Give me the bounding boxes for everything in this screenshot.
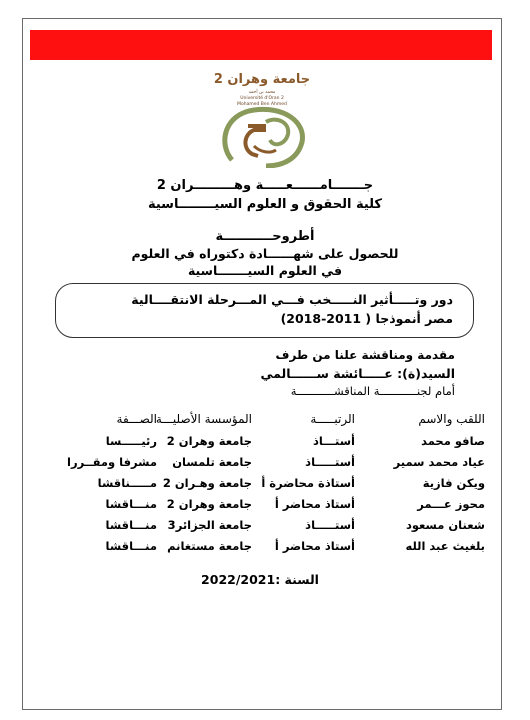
- logo-title: جامعة وهران 2: [213, 72, 311, 87]
- thesis-topic-line-1: دور وتـــــأثير النـــــخب فـــي المـــرحلة الانتقــــالية: [131, 292, 453, 307]
- member-institution: جامعة مستغانم: [167, 539, 252, 553]
- thesis-topic-box: [55, 283, 474, 338]
- header-name: اللقب والاسم: [418, 412, 485, 426]
- thesis-purpose: للحصول على شهــــــادة دكتوراه في العلوم: [131, 246, 399, 261]
- member-institution: جامعة وهـران 2: [162, 476, 252, 490]
- member-institution: جامعة الجزائر3: [167, 518, 252, 532]
- red-banner: [30, 30, 492, 60]
- thesis-field: في العلوم السيـــــــاسية: [187, 263, 343, 278]
- header-institution: المؤسسة الأصليـــة: [155, 412, 252, 426]
- jury-row: [0, 434, 530, 452]
- jury-row: [0, 497, 530, 515]
- member-name: صافو محمد: [421, 434, 485, 448]
- member-rank: أستاذة محاضرة أ: [261, 476, 355, 490]
- member-role: منـــاقشا: [105, 539, 157, 553]
- jury-row: [0, 455, 530, 473]
- member-name: ويكن فازية: [422, 476, 485, 490]
- member-rank: أستـــــاذ: [305, 455, 355, 469]
- faculty-name: كلية الحقوق و العلوم السيــــــــاسية: [147, 197, 382, 212]
- thesis-type: أطروحـــــــــــة: [215, 229, 315, 244]
- member-rank: أستـــــاذ: [305, 518, 355, 532]
- header-role: الصـــفة: [116, 412, 157, 426]
- university-name: جـــــــامــــــعـــــة وهـــــــــران 2: [156, 178, 374, 193]
- member-role: منـــاقشا: [105, 497, 157, 511]
- member-institution: جامعة وهران 2: [166, 497, 252, 511]
- member-name: محوز عـــمر: [417, 497, 485, 511]
- university-logo: [202, 70, 322, 170]
- member-institution: جامعة وهران 2: [166, 434, 252, 448]
- jury-header-row: [0, 412, 530, 430]
- member-rank: أستاذ محاضر أ: [274, 539, 355, 553]
- jury-row: [0, 476, 530, 494]
- header-rank: الرتبـــــة: [310, 412, 355, 426]
- member-institution: جامعة تلمسان: [172, 455, 252, 469]
- candidate-name: السيد(ة): عـــــائشة ســــــالمي: [260, 366, 455, 381]
- committee-label: أمام لجنـــــــــــة المناقشـــــــــــة: [290, 384, 455, 398]
- jury-row: [0, 539, 530, 557]
- member-name: شعنان مسعود: [405, 518, 485, 532]
- member-role: منـــاقشا: [105, 518, 157, 532]
- member-rank: أستـــاذ: [313, 434, 355, 448]
- presentation-line: مقدمة ومناقشة علنا من طرف: [275, 348, 455, 362]
- jury-row: [0, 518, 530, 536]
- member-rank: أستاذ محاضر أ: [274, 497, 355, 511]
- thesis-topic-line-2: مصر أنموذجا ( 2011-2018): [280, 311, 453, 326]
- member-name: عياد محمد سمير: [393, 455, 485, 469]
- member-name: بلغيث عبد الله: [405, 539, 485, 553]
- member-role: مـــــناقشا: [97, 476, 157, 490]
- logo-subtitle: محمد بن أحمد Université d'Oran 2 Mohamed Ben Ahmed: [237, 90, 287, 107]
- member-role: رئيـــــسا: [105, 434, 157, 448]
- member-role: مشرفا ومقــررا: [67, 455, 157, 469]
- academic-year: السنة :2022/2021: [201, 572, 319, 587]
- lion-seal-icon: [214, 104, 310, 168]
